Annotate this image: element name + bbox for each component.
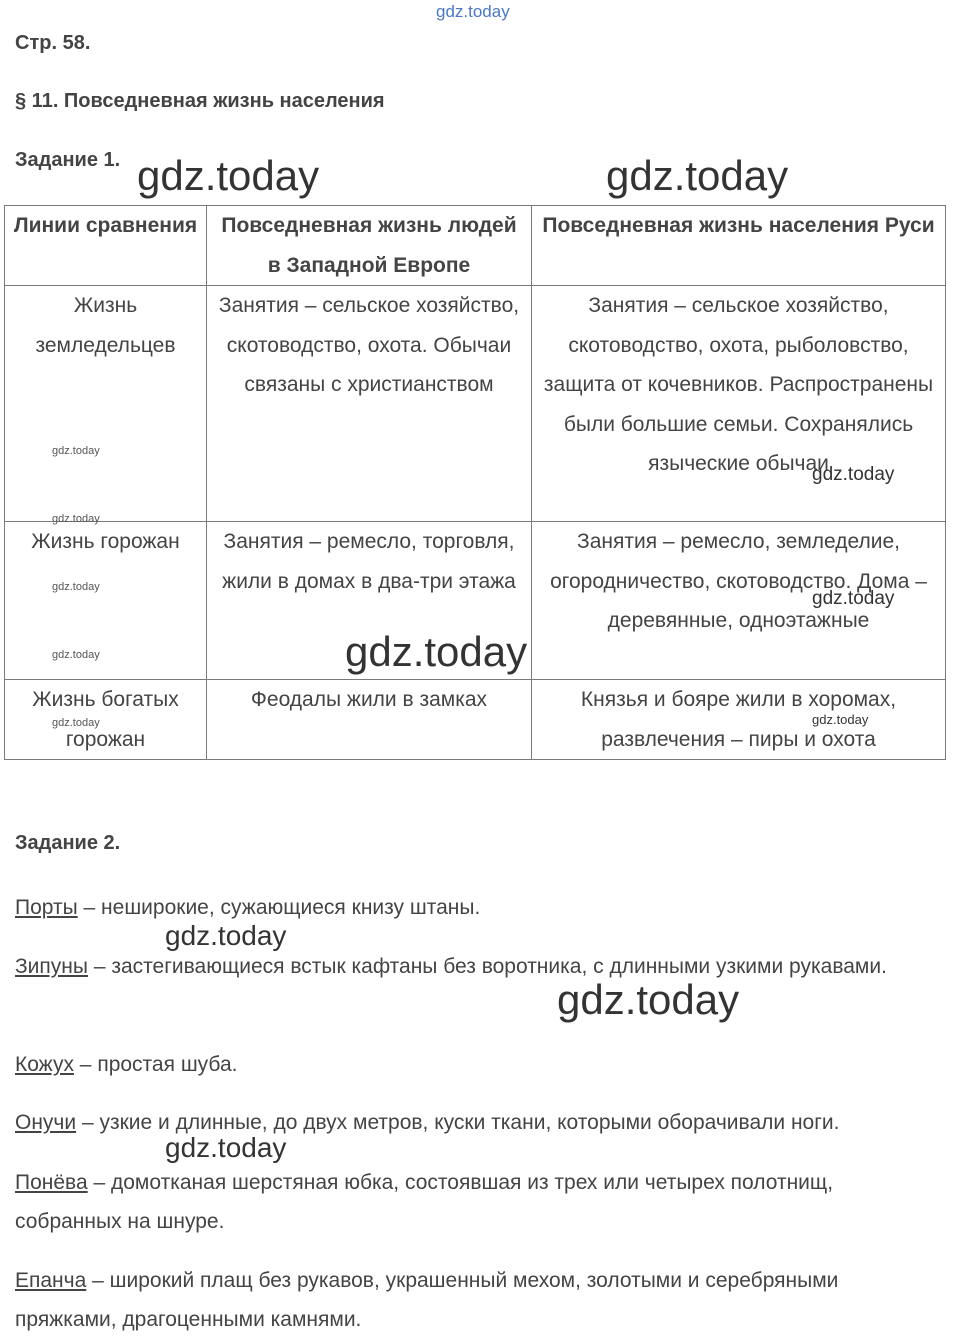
watermark: gdz.today <box>345 628 528 675</box>
watermark: gdz.today <box>137 152 320 199</box>
definition-text: – домотканая шерстяная юбка, состоявшая из трех или четырех полотнищ, собранных на шнуре. <box>15 1171 834 1233</box>
watermark: gdz.today <box>52 445 100 457</box>
definition-text: – неширокие, сужающиеся книзу штаны. <box>77 896 481 919</box>
table-header-cell: Повседневная жизнь населения Руси <box>532 206 946 286</box>
definition-item <box>15 947 935 986</box>
table-header-cell: Повседневная жизнь людей в Западной Европе <box>207 206 532 286</box>
table-cell: Князья и бояре жили в хоромах, развлечения – пиры и охота <box>532 680 946 760</box>
table-row <box>5 286 946 522</box>
table-cell: Занятия – сельское хозяйство, скотоводство, охота, рыболовство, защита от кочевников. Распространены были большие семьи. Сохранялись языческие обычаи <box>532 286 946 522</box>
definition-text: – простая шуба. <box>73 1053 238 1076</box>
table-cell: Занятия – ремесло, земледелие, огородничество, скотоводство. Дома – деревянные, одноэтажные <box>532 522 946 680</box>
task1-label: Задание 1. <box>15 149 121 171</box>
section-title: § 11. Повседневная жизнь населения <box>15 90 385 112</box>
definition-term: Кожух <box>15 1053 74 1076</box>
table-cell: Жизнь горожан <box>5 522 207 680</box>
watermark: gdz.today <box>165 1132 287 1163</box>
table-row <box>5 680 946 760</box>
definition-item <box>15 1163 935 1241</box>
definition-item <box>15 1261 935 1339</box>
watermark: gdz.today <box>812 588 895 609</box>
definition-term: Порты <box>15 896 78 919</box>
table-cell: Жизнь земледельцев <box>5 286 207 522</box>
watermark: gdz.today <box>812 464 895 485</box>
watermark: gdz.today <box>606 152 789 199</box>
watermark: gdz.today <box>52 581 100 593</box>
table-header-cell: Линии сравнения <box>5 206 207 286</box>
watermark: gdz.today <box>52 649 100 661</box>
watermark: gdz.today <box>52 513 100 525</box>
watermark-top: gdz.today <box>436 2 510 21</box>
definition-term: Понёва <box>15 1171 88 1194</box>
definition-text: – застегивающиеся встык кафтаны без воротника, с длинными узкими рукавами. <box>87 955 887 978</box>
watermark: gdz.today <box>557 976 740 1023</box>
watermark: gdz.today <box>165 920 287 951</box>
definition-text: – широкий плащ без рукавов, украшенный мехом, золотыми и серебряными пряжками, драгоценными камнями. <box>15 1269 839 1331</box>
table-cell: Занятия – сельское хозяйство, скотоводство, охота. Обычаи связаны с христианством <box>207 286 532 522</box>
task2-label: Задание 2. <box>15 832 121 854</box>
definition-term: Онучи <box>15 1111 77 1134</box>
definition-item <box>15 1045 935 1084</box>
comparison-table <box>4 205 946 760</box>
table-cell: Феодалы жили в замках <box>207 680 532 760</box>
watermark: gdz.today <box>52 717 100 729</box>
table-header-row <box>5 206 946 286</box>
table-cell: Жизнь богатых горожан <box>5 680 207 760</box>
table-cell: Занятия – ремесло, торговля, жили в домах в два-три этажа <box>207 522 532 680</box>
watermark: gdz.today <box>812 712 869 727</box>
definition-text: – узкие и длинные, до двух метров, куски ткани, которыми оборачивали ноги. <box>76 1111 840 1134</box>
page-label: Стр. 58. <box>15 32 91 54</box>
definition-item <box>15 1103 935 1142</box>
definition-term: Зипуны <box>15 955 88 978</box>
definition-item <box>15 888 935 927</box>
definition-term: Епанча <box>15 1269 87 1292</box>
